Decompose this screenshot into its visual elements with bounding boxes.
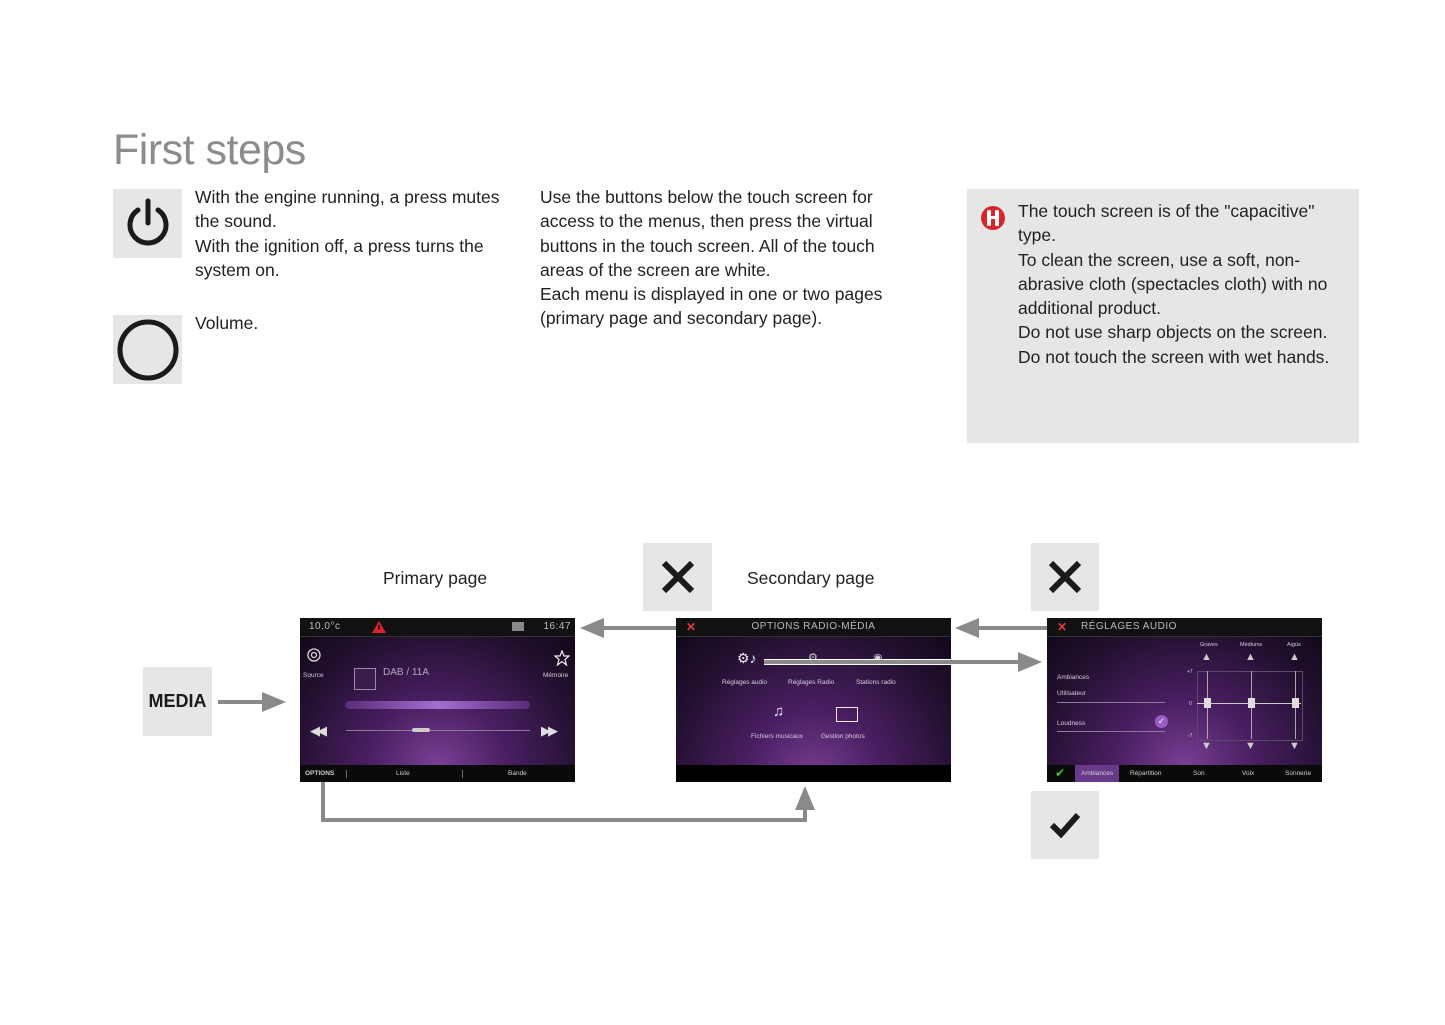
audio-tab-bar (1047, 765, 1322, 782)
stations-icon[interactable]: ◉ (873, 652, 883, 664)
forward-icon[interactable]: ▶▶ (541, 723, 555, 738)
band-graves: Graves (1200, 642, 1218, 648)
volume-description: Volume. (195, 313, 259, 333)
mediums-up-icon[interactable]: ▲ (1245, 651, 1256, 663)
scale-bot: -7 (1188, 733, 1193, 739)
radio-settings-icon[interactable]: ⚙ (808, 652, 818, 664)
primary-page-caption: Primary page (383, 568, 488, 588)
screen-title: RÉGLAGES AUDIO (1081, 621, 1177, 632)
page-title: First steps (113, 126, 306, 174)
tab-options[interactable]: OPTIONS (305, 770, 335, 777)
mediums-thumb[interactable] (1248, 698, 1255, 708)
tab-bande[interactable]: Bande (508, 770, 527, 777)
close-icon[interactable]: ✕ (686, 620, 697, 634)
menu-item-audio[interactable]: Réglages audio (722, 679, 768, 686)
media-button-label: MEDIA (148, 691, 207, 711)
scale-mid: 0 (1189, 701, 1192, 707)
audio-settings-icon[interactable]: ⚙♪ (737, 650, 757, 666)
ambiance-underline (1057, 702, 1165, 703)
graves-up-icon[interactable]: ▲ (1201, 651, 1212, 663)
note-line-4: Do not touch the screen with wet hands. (1018, 346, 1330, 367)
confirm-icon[interactable]: ✔ (1055, 766, 1066, 780)
scale-top: +7 (1187, 669, 1193, 675)
mediums-down-icon[interactable]: ▼ (1245, 740, 1256, 752)
close-icon[interactable]: ✕ (1057, 620, 1068, 634)
station-name: DAB / 11A (383, 667, 429, 678)
aigus-thumb[interactable] (1292, 698, 1299, 708)
band-aigus: Aigüs (1287, 642, 1301, 648)
power-text-1: With the engine running, a press mutes the sound. (195, 187, 500, 232)
loudness-label: Loudness (1057, 720, 1086, 727)
temperature: 10.0°c (309, 621, 341, 632)
tab-voix[interactable]: Voix (1242, 770, 1255, 777)
source-label: Source (303, 672, 324, 679)
menu-item-music[interactable]: Fichiers musicaux (751, 733, 804, 740)
rewind-icon[interactable]: ◀◀ (310, 723, 324, 738)
music-files-icon[interactable]: ♫ (773, 703, 785, 720)
audio-settings-screen (1047, 618, 1322, 782)
ambiance-value[interactable]: Utilisateur (1057, 690, 1086, 697)
note-line-2: To clean the screen, use a soft, non-abrasive cloth (spectacles cloth) with no additional product. (1018, 249, 1328, 319)
audio-title-bar (1047, 618, 1322, 637)
menu-item-radio[interactable]: Réglages Radio (788, 679, 835, 686)
menu-instructions-1: Use the buttons below the touch screen for access to the menus, then press the virtual buttons in the touch screen. All of the touch areas of the screen are white. (540, 187, 875, 280)
tab-son[interactable]: Son (1193, 770, 1205, 777)
note-line-1: The touch screen is of the "capacitive" type. (1018, 201, 1315, 246)
power-text-2: With the ignition off, a press turns the system on. (195, 235, 484, 280)
note-line-3: Do not use sharp objects on the screen. (1018, 322, 1328, 343)
tab-liste[interactable]: Liste (396, 770, 410, 777)
screen-title: OPTIONS RADIO-MÉDIA (751, 621, 876, 632)
loudness-checkbox[interactable]: ✓ (1155, 715, 1168, 728)
tab-sonnerie[interactable]: Sonnerie (1285, 770, 1312, 777)
secondary-page-caption: Secondary page (747, 568, 875, 588)
memory-label: Mémoire (543, 672, 569, 679)
graves-thumb[interactable] (1204, 698, 1211, 708)
aigus-down-icon[interactable]: ▼ (1289, 740, 1300, 752)
menu-instructions-2: Each menu is displayed in one or two pages (primary page and secondary page). (540, 284, 883, 329)
menu-item-photos[interactable]: Gestion photos (821, 733, 865, 740)
band-mediums: Médiums (1240, 642, 1263, 648)
tab-repartition[interactable]: Répartition (1130, 770, 1162, 777)
aigus-up-icon[interactable]: ▲ (1289, 651, 1300, 663)
menu-item-stations[interactable]: Stations radio (856, 679, 896, 686)
tab-ambiances[interactable]: Ambiances (1075, 765, 1119, 782)
ambiances-label: Ambiances (1057, 674, 1090, 681)
loudness-underline (1057, 731, 1165, 732)
screen-body (1047, 637, 1322, 765)
clock: 16:47 (543, 621, 571, 632)
graves-down-icon[interactable]: ▼ (1201, 740, 1212, 752)
